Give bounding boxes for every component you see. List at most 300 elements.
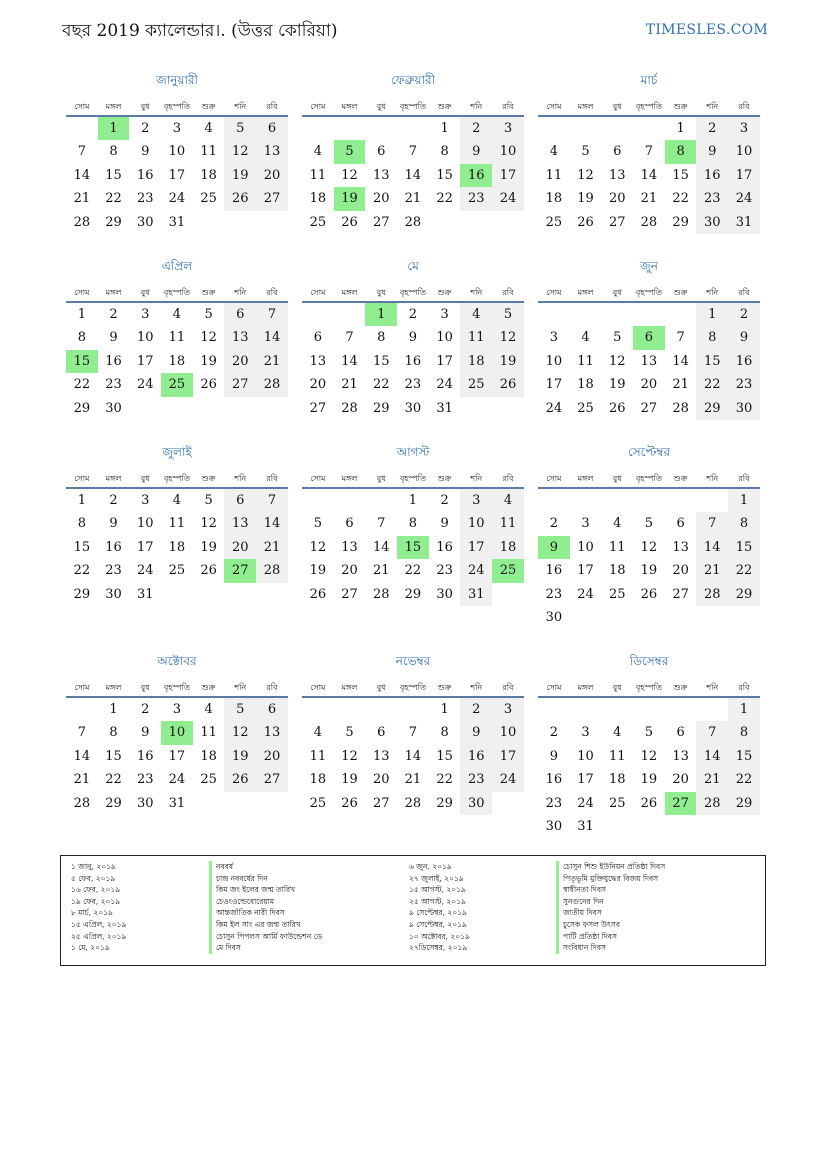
day-cell: 24 (168, 191, 186, 207)
day-cell: 23 (728, 373, 760, 396)
day-cell: 26 (640, 795, 658, 811)
day-cell: 11 (309, 167, 327, 183)
month-name: সেপ্টেম্বর (627, 445, 671, 459)
empty-day-cell (665, 303, 697, 326)
day-cell: 28 (404, 214, 422, 230)
day-cell: 8 (665, 140, 697, 163)
day-cell: 13 (256, 140, 288, 163)
day-cell: 25 (492, 559, 524, 582)
day-cell: 8 (77, 516, 86, 532)
day-cell: 14 (341, 353, 358, 369)
site-logo-text[interactable]: TIMESLES.COM (645, 22, 768, 38)
day-cell: 19 (200, 353, 217, 369)
day-cell: 21 (256, 536, 288, 559)
holiday-date: ৫ ফেব, ২০১৯ (71, 873, 116, 883)
day-cell: 11 (608, 539, 626, 555)
week-row (302, 303, 524, 326)
day-cell: 21 (404, 191, 422, 207)
empty-day-cell (365, 698, 397, 721)
empty-day-cell (492, 583, 524, 606)
month-name: ডিসেম্বর (629, 654, 669, 668)
day-cell: 3 (141, 493, 150, 508)
day-cell: 26 (341, 214, 358, 230)
day-cell: 24 (577, 795, 594, 811)
week-row (538, 350, 760, 373)
day-cell: 22 (105, 772, 122, 788)
holiday-name: চোসুন পিপলস আর্মি ফাউন্ডেশন ডে (209, 931, 322, 943)
day-cell: 31 (436, 400, 453, 416)
day-cell: 11 (545, 167, 563, 183)
week-row (538, 187, 760, 210)
day-cell: 21 (696, 559, 728, 582)
day-cell: 20 (309, 377, 327, 393)
day-cell: 29 (73, 400, 91, 416)
weekday-label: সোম (74, 288, 90, 297)
holiday-name: পার্টি প্রতিষ্ঠা দিবস (556, 931, 665, 943)
day-cell: 14 (696, 536, 728, 559)
day-cell: 14 (640, 167, 658, 183)
day-cell: 16 (728, 350, 760, 373)
month-name: ফেব্রুয়ারী (390, 73, 436, 87)
week-row (302, 373, 524, 396)
empty-day-cell (696, 698, 728, 721)
weekday-label: বৃহস্পতি (399, 683, 426, 692)
weekday-label: শনি (706, 102, 719, 111)
day-cell: 24 (728, 187, 760, 210)
day-cell: 15 (728, 536, 760, 559)
day-cell: 20 (672, 772, 689, 788)
week-row (302, 583, 524, 606)
weekday-header (302, 284, 524, 303)
weekday-label: সোম (310, 474, 326, 483)
day-cell: 9 (408, 330, 418, 346)
weekday-label: বুধ (140, 474, 150, 483)
day-cell: 8 (728, 721, 760, 744)
day-cell: 1 (77, 493, 86, 508)
day-cell: 11 (200, 725, 217, 741)
holiday-name: চেওংওল্ডেবোরেয়াম (209, 896, 322, 908)
day-cell: 17 (460, 536, 492, 559)
day-cell: 21 (73, 191, 91, 207)
month-5 (302, 258, 524, 420)
day-cell: 28 (696, 583, 728, 606)
weekday-label: সোম (74, 102, 90, 111)
day-cell: 17 (577, 772, 594, 788)
day-cell: 23 (545, 795, 563, 811)
weekday-label: শনি (234, 474, 247, 483)
day-cell: 28 (696, 792, 728, 815)
week-row (538, 698, 760, 721)
day-cell: 3 (581, 725, 590, 741)
day-cell: 30 (105, 586, 122, 602)
day-cell: 14 (256, 326, 288, 349)
day-cell: 10 (492, 140, 524, 163)
weekday-label: বৃহস্পতি (399, 102, 426, 111)
day-cell: 29 (728, 583, 760, 606)
week-row (302, 512, 524, 535)
day-cell: 18 (168, 539, 186, 555)
weekday-header (538, 98, 760, 117)
month-10 (66, 653, 288, 815)
month-12 (538, 653, 760, 838)
week-row (538, 606, 760, 629)
day-cell: 5 (345, 725, 354, 741)
day-cell: 27 (341, 586, 358, 602)
day-cell: 1 (365, 303, 397, 326)
day-cell: 20 (672, 563, 689, 579)
day-cell: 6 (256, 117, 288, 140)
day-cell: 26 (309, 586, 327, 602)
day-cell: 30 (696, 211, 728, 234)
day-cell: 5 (644, 725, 654, 741)
empty-day-cell (492, 792, 524, 815)
day-cell: 10 (136, 330, 154, 346)
week-row (66, 512, 288, 535)
day-cell: 20 (256, 745, 288, 768)
day-cell: 18 (492, 536, 524, 559)
empty-day-cell (696, 489, 728, 512)
day-cell: 2 (109, 307, 118, 322)
day-cell: 19 (640, 563, 658, 579)
day-cell: 28 (404, 795, 422, 811)
weekday-label: শুক্র (437, 288, 452, 297)
weekday-label: রবি (502, 683, 514, 692)
day-cell: 15 (728, 745, 760, 768)
day-cell: 30 (136, 214, 154, 230)
week-row (66, 326, 288, 349)
day-cell: 27 (372, 214, 390, 230)
day-cell: 25 (168, 563, 186, 579)
empty-day-cell (492, 397, 524, 420)
day-cell: 16 (545, 772, 563, 788)
week-row (66, 721, 288, 744)
day-cell: 19 (224, 164, 256, 187)
week-row (538, 559, 760, 582)
day-cell: 20 (341, 563, 358, 579)
day-cell: 27 (309, 400, 327, 416)
day-cell: 16 (436, 539, 453, 555)
day-cell: 21 (404, 772, 422, 788)
day-cell: 24 (492, 768, 524, 791)
holiday-date: ৯ সেপ্টেম্বর, ২০১৯ (409, 908, 467, 918)
empty-day-cell (460, 211, 492, 234)
weekday-label: সোম (546, 102, 562, 111)
empty-day-cell (429, 211, 461, 234)
day-cell: 8 (440, 144, 449, 160)
day-cell: 22 (105, 191, 122, 207)
day-cell: 21 (341, 377, 358, 393)
week-row (66, 187, 288, 210)
day-cell: 6 (676, 516, 685, 532)
weekday-label: বুধ (140, 288, 150, 297)
day-cell: 19 (640, 772, 658, 788)
empty-day-cell (334, 117, 366, 140)
week-row (302, 721, 524, 744)
empty-day-cell (570, 606, 602, 629)
week-row (302, 350, 524, 373)
weekday-header (302, 679, 524, 698)
month-8 (302, 444, 524, 606)
holiday-names-right (556, 861, 665, 954)
day-cell: 19 (577, 191, 594, 207)
day-cell: 12 (608, 353, 626, 369)
weekday-header (538, 284, 760, 303)
day-cell: 26 (608, 400, 626, 416)
day-cell: 6 (224, 489, 256, 512)
day-cell: 19 (341, 772, 358, 788)
empty-day-cell (570, 489, 602, 512)
empty-day-cell (601, 489, 633, 512)
day-cell: 18 (577, 377, 594, 393)
day-cell: 28 (341, 400, 358, 416)
day-cell: 12 (640, 539, 658, 555)
day-cell: 7 (408, 725, 418, 741)
day-cell: 22 (672, 191, 689, 207)
weekday-label: বুধ (376, 102, 386, 111)
weekday-label: বৃহস্পতি (163, 474, 190, 483)
day-cell: 22 (73, 377, 91, 393)
day-cell: 14 (672, 353, 689, 369)
empty-day-cell (302, 117, 334, 140)
empty-day-cell (633, 117, 665, 140)
day-cell: 4 (581, 330, 590, 346)
weekday-label: রবি (266, 474, 278, 483)
weekday-label: সোম (546, 474, 562, 483)
month-name: এপ্রিল (161, 259, 193, 273)
day-cell: 18 (200, 748, 217, 764)
day-cell: 9 (141, 144, 150, 160)
empty-day-cell (224, 211, 256, 234)
day-cell: 7 (345, 330, 354, 346)
day-cell: 14 (696, 745, 728, 768)
day-cell: 1 (440, 702, 449, 717)
day-cell: 8 (109, 725, 118, 741)
day-cell: 12 (200, 516, 217, 532)
empty-day-cell (256, 583, 288, 606)
day-cell: 10 (460, 512, 492, 535)
day-cell: 28 (372, 586, 390, 602)
empty-day-cell (460, 397, 492, 420)
holiday-name: কিম জং ইলের জন্ম তারিখ (209, 884, 322, 896)
day-cell: 18 (200, 167, 217, 183)
month-name: আগস্ট (396, 445, 430, 459)
month-6 (538, 258, 760, 420)
day-cell: 27 (640, 400, 658, 416)
day-cell: 4 (204, 702, 213, 717)
day-cell: 9 (440, 516, 449, 532)
day-cell: 12 (341, 748, 358, 764)
week-row (66, 303, 288, 326)
holiday-date: ২৭ জুলাই, ২০১৯ (409, 873, 464, 883)
empty-day-cell (633, 606, 665, 629)
day-cell: 25 (309, 214, 327, 230)
empty-day-cell (129, 397, 161, 420)
week-row (538, 745, 760, 768)
day-cell: 31 (168, 795, 186, 811)
week-row (538, 397, 760, 420)
weekday-label: রবি (738, 102, 750, 111)
day-cell: 29 (696, 397, 728, 420)
day-cell: 1 (408, 493, 418, 508)
weekday-label: বৃহস্পতি (163, 683, 190, 692)
day-cell: 16 (545, 563, 563, 579)
empty-day-cell (696, 815, 728, 838)
day-cell: 8 (377, 330, 386, 346)
day-cell: 4 (172, 493, 182, 508)
day-cell: 7 (256, 489, 288, 512)
day-cell: 12 (200, 330, 217, 346)
day-cell: 10 (136, 516, 154, 532)
day-cell: 15 (672, 167, 689, 183)
weekday-label: বুধ (612, 102, 622, 111)
day-cell: 5 (581, 144, 590, 160)
day-cell: 31 (136, 586, 154, 602)
weekday-label: শুক্র (437, 683, 452, 692)
day-cell: 12 (224, 140, 256, 163)
empty-day-cell (193, 211, 225, 234)
empty-day-cell (601, 815, 633, 838)
day-cell: 6 (613, 144, 622, 160)
day-cell: 7 (77, 144, 86, 160)
day-cell: 18 (460, 350, 492, 373)
day-cell: 27 (256, 187, 288, 210)
weekday-label: শনি (470, 474, 483, 483)
day-cell: 11 (168, 330, 186, 346)
empty-day-cell (633, 303, 665, 326)
day-cell: 13 (341, 539, 358, 555)
month-name: নভেম্বর (395, 654, 431, 668)
empty-day-cell (601, 698, 633, 721)
day-cell: 4 (313, 725, 322, 741)
day-cell: 13 (672, 539, 689, 555)
week-row (538, 583, 760, 606)
day-cell: 14 (73, 167, 91, 183)
day-cell: 23 (136, 772, 154, 788)
day-cell: 8 (728, 512, 760, 535)
day-cell: 4 (204, 121, 213, 136)
day-cell: 6 (633, 326, 665, 349)
weekday-label: শুক্র (201, 683, 216, 692)
holiday-name: আন্তর্জাতিক নারী দিবস (209, 907, 322, 919)
day-cell: 1 (440, 121, 449, 136)
day-cell: 20 (224, 350, 256, 373)
empty-day-cell (66, 117, 98, 140)
day-cell: 6 (256, 698, 288, 721)
day-cell: 8 (696, 326, 728, 349)
day-cell: 17 (492, 745, 524, 768)
day-cell: 16 (136, 748, 154, 764)
day-cell: 23 (436, 563, 453, 579)
day-cell: 4 (613, 725, 622, 741)
day-cell: 24 (136, 563, 154, 579)
day-cell: 6 (224, 303, 256, 326)
day-cell: 15 (436, 748, 453, 764)
week-row (66, 698, 288, 721)
week-row (302, 536, 524, 559)
weekday-label: মঙ্গল (105, 474, 122, 483)
day-cell: 20 (608, 191, 626, 207)
day-cell: 19 (200, 539, 217, 555)
holiday-dates-right (409, 861, 470, 954)
weekday-label: বুধ (376, 288, 386, 297)
day-cell: 27 (672, 586, 689, 602)
empty-day-cell (302, 303, 334, 326)
holiday-date: ১ জানু, ২০১৯ (71, 862, 116, 871)
day-cell: 21 (696, 768, 728, 791)
weekday-label: শুক্র (673, 683, 688, 692)
weekday-label: রবি (266, 102, 278, 111)
week-row (538, 373, 760, 396)
day-cell: 9 (460, 721, 492, 744)
day-cell: 30 (136, 795, 154, 811)
weekday-label: শনি (234, 288, 247, 297)
empty-day-cell (665, 815, 697, 838)
weekday-label: বুধ (612, 474, 622, 483)
empty-day-cell (633, 815, 665, 838)
empty-day-cell (365, 117, 397, 140)
day-cell: 13 (224, 326, 256, 349)
empty-day-cell (66, 698, 98, 721)
month-7 (66, 444, 288, 606)
weekday-label: রবি (738, 683, 750, 692)
holiday-date: ২৭ডিসেম্বর, ২০১৯ (409, 943, 468, 953)
week-row (302, 489, 524, 512)
week-row (66, 536, 288, 559)
week-row (302, 211, 524, 234)
week-row (302, 140, 524, 163)
day-cell: 16 (105, 353, 122, 369)
day-cell: 13 (640, 353, 658, 369)
week-row (302, 397, 524, 420)
day-cell: 26 (200, 563, 217, 579)
day-cell: 1 (676, 121, 685, 136)
day-cell: 30 (545, 818, 563, 834)
day-cell: 5 (313, 516, 322, 532)
day-cell: 26 (577, 214, 594, 230)
day-cell: 6 (377, 725, 386, 741)
weekday-label: মঙ্গল (105, 102, 122, 111)
day-cell: 22 (73, 563, 91, 579)
month-name: অক্টোবর (157, 654, 197, 668)
day-cell: 20 (224, 536, 256, 559)
holiday-date: ১৯ ফেব, ২০১৯ (71, 896, 121, 906)
day-cell: 28 (640, 214, 658, 230)
holiday-name: কিম ইল সাং এর জন্ম তারিখ (209, 919, 322, 931)
day-cell: 17 (168, 748, 186, 764)
day-cell: 24 (460, 559, 492, 582)
week-row (538, 211, 760, 234)
day-cell: 12 (492, 326, 524, 349)
day-cell: 5 (224, 117, 256, 140)
day-cell: 11 (577, 353, 594, 369)
day-cell: 2 (549, 725, 558, 741)
day-cell: 12 (309, 539, 327, 555)
day-cell: 17 (168, 167, 186, 183)
empty-day-cell (570, 303, 602, 326)
week-row (66, 117, 288, 140)
day-cell: 29 (372, 400, 390, 416)
day-cell: 24 (492, 187, 524, 210)
weekday-label: সোম (310, 102, 326, 111)
week-row (538, 536, 760, 559)
day-cell: 7 (696, 721, 728, 744)
day-cell: 17 (577, 563, 594, 579)
weekday-label: বৃহস্পতি (399, 288, 426, 297)
day-cell: 14 (256, 512, 288, 535)
day-cell: 2 (141, 702, 150, 717)
day-cell: 9 (696, 140, 728, 163)
day-cell: 27 (665, 792, 697, 815)
